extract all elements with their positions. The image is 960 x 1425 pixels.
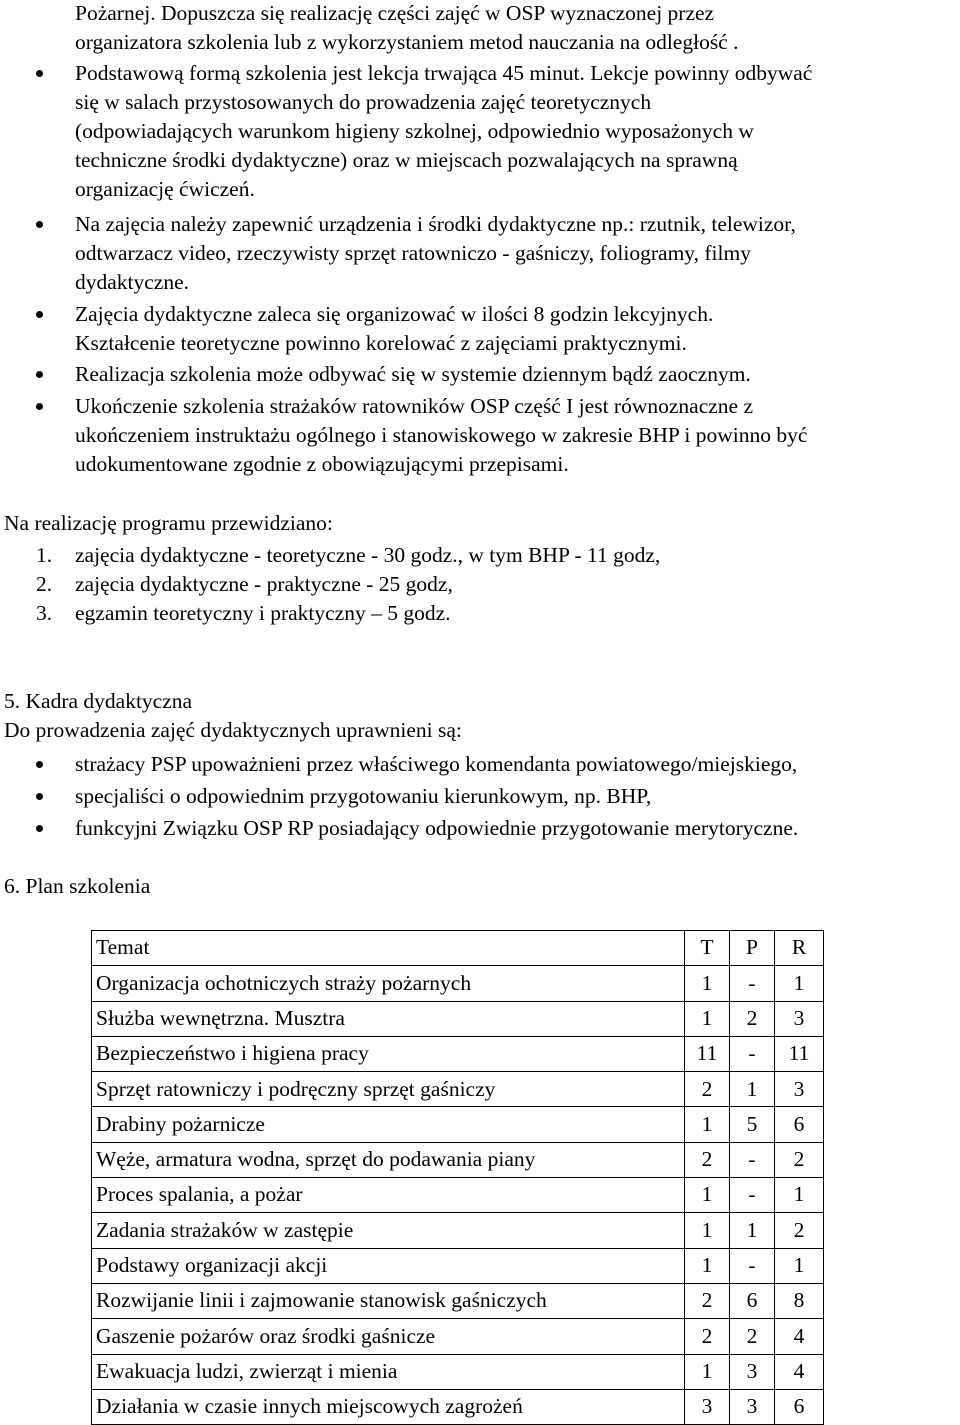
cell-r: 2 [775,1142,824,1177]
bullet-line: organizację ćwiczeń. [75,177,255,201]
bullet-line: (odpowiadających warunkom higieny szkolnej, odpowiednio wyposażonych w [75,119,754,143]
cell-topic: Działania w czasie innych miejscowych zagrożeń [92,1389,685,1424]
table-row [92,1283,824,1318]
table-row [92,1354,824,1389]
cell-t: 2 [685,1319,730,1354]
cell-p: 2 [730,1001,775,1036]
cell-t: 2 [685,1283,730,1318]
cell-topic: Sprzęt ratowniczy i podręczny sprzęt gaśniczy [92,1072,685,1107]
intro-line: Pożarnej. Dopuszcza się realizację części zajęć w OSP wyznaczonej przez [75,1,715,25]
bullet-icon [36,761,43,768]
bullet-line: Kształcenie teoretyczne powinno korelować z zajęciami praktycznymi. [75,331,687,355]
cell-r: 6 [775,1107,824,1142]
column-header-t: T [685,931,730,966]
cell-p: - [730,1178,775,1213]
cell-p: 3 [730,1354,775,1389]
bullet-icon [36,793,43,800]
cell-t: 1 [685,1213,730,1248]
cell-t: 1 [685,1354,730,1389]
cell-r: 2 [775,1213,824,1248]
table-row [92,1107,824,1142]
table-header-row [92,931,824,966]
cell-r: 1 [775,1248,824,1283]
cell-topic: Proces spalania, a pożar [92,1178,685,1213]
section-heading: 6. Plan szkolenia [4,874,151,898]
bullet-line: się w salach przystosowanych do prowadzenia zajęć teoretycznych [75,90,652,114]
cell-r: 6 [775,1389,824,1424]
cell-p: 5 [730,1107,775,1142]
cell-p: - [730,1248,775,1283]
cell-r: 3 [775,1001,824,1036]
table-row [92,1142,824,1177]
cell-r: 4 [775,1319,824,1354]
cell-r: 11 [775,1036,824,1071]
program-item-number: 1. [36,543,53,567]
cell-topic: Bezpieczeństwo i higiena pracy [92,1036,685,1071]
bullet-line: techniczne środki dydaktyczne) oraz w miejscach pozwalających na sprawną [75,148,738,172]
bullet-icon [36,70,43,77]
cell-p: - [730,1036,775,1071]
program-item-number: 3. [36,601,53,625]
staff-item: funkcyjni Związku OSP RP posiadający odpowiednie przygotowanie merytoryczne. [75,816,799,840]
table-row [92,1389,824,1424]
bullet-line: odtwarzacz video, rzeczywisty sprzęt ratowniczo - gaśniczy, foliogramy, filmy [75,241,751,265]
bullet-line: Ukończenie szkolenia strażaków ratowników OSP część I jest równoznaczne z [75,394,753,418]
cell-r: 8 [775,1283,824,1318]
section-heading: 5. Kadra dydaktyczna [4,689,193,713]
cell-t: 11 [685,1036,730,1071]
bullet-icon [36,221,43,228]
cell-p: 1 [730,1072,775,1107]
bullet-line: Na zajęcia należy zapewnić urządzenia i środki dydaktyczne np.: rzutnik, telewizor, [75,212,796,236]
cell-topic: Drabiny pożarnicze [92,1107,685,1142]
table-row [92,1213,824,1248]
cell-t: 3 [685,1389,730,1424]
bullet-line: Zajęcia dydaktyczne zaleca się organizować w ilości 8 godzin lekcyjnych. [75,302,714,326]
cell-r: 1 [775,1178,824,1213]
bullet-icon [36,403,43,410]
table-row [92,966,824,1001]
program-item-text: zajęcia dydaktyczne - teoretyczne - 30 godz., w tym BHP - 11 godz, [75,543,661,567]
table-row [92,1072,824,1107]
cell-r: 3 [775,1072,824,1107]
table-row [92,1248,824,1283]
cell-p: 3 [730,1389,775,1424]
program-item-number: 2. [36,572,53,596]
cell-p: - [730,1142,775,1177]
cell-t: 1 [685,1107,730,1142]
cell-p: 1 [730,1213,775,1248]
table-row [92,1319,824,1354]
table-row [92,1001,824,1036]
cell-topic: Służba wewnętrzna. Musztra [92,1001,685,1036]
bullet-icon [36,371,43,378]
cell-topic: Ewakuacja ludzi, zwierząt i mienia [92,1354,685,1389]
table-row [92,1178,824,1213]
bullet-icon [36,825,43,832]
cell-p: 6 [730,1283,775,1318]
bullet-line: Realizacja szkolenia może odbywać się w systemie dziennym bądź zaocznym. [75,362,751,386]
bullet-line: ukończeniem instruktażu ogólnego i stanowiskowego w zakresie BHP i powinno być [75,423,808,447]
bullet-line: Podstawową formą szkolenia jest lekcja trwająca 45 minut. Lekcje powinny odbywać [75,61,813,85]
program-item-text: zajęcia dydaktyczne - praktyczne - 25 godz, [75,572,453,596]
column-header-topic: Temat [92,931,685,966]
section-intro: Do prowadzenia zajęć dydaktycznych uprawnieni są: [4,718,462,742]
staff-item: specjaliści o odpowiednim przygotowaniu kierunkowym, np. BHP, [75,784,652,808]
program-heading: Na realizację programu przewidziano: [4,511,333,535]
cell-r: 4 [775,1354,824,1389]
program-item-text: egzamin teoretyczny i praktyczny – 5 godz. [75,601,451,625]
cell-topic: Gaszenie pożarów oraz środki gaśnicze [92,1319,685,1354]
intro-line: organizatora szkolenia lub z wykorzystaniem metod nauczania na odległość . [75,30,739,54]
plan-table [91,930,824,1425]
column-header-r: R [775,931,824,966]
staff-item: strażacy PSP upoważnieni przez właściwego komendanta powiatowego/miejskiego, [75,752,798,776]
cell-p: - [730,966,775,1001]
cell-t: 1 [685,966,730,1001]
cell-topic: Podstawy organizacji akcji [92,1248,685,1283]
cell-topic: Rozwijanie linii i zajmowanie stanowisk gaśniczych [92,1283,685,1318]
cell-topic: Organizacja ochotniczych straży pożarnych [92,966,685,1001]
column-header-p: P [730,931,775,966]
cell-t: 1 [685,1001,730,1036]
bullet-icon [36,311,43,318]
cell-r: 1 [775,966,824,1001]
cell-topic: Węże, armatura wodna, sprzęt do podawania piany [92,1142,685,1177]
cell-p: 2 [730,1319,775,1354]
cell-t: 2 [685,1142,730,1177]
cell-t: 1 [685,1178,730,1213]
cell-t: 1 [685,1248,730,1283]
cell-t: 2 [685,1072,730,1107]
bullet-line: udokumentowane zgodnie z obowiązującymi przepisami. [75,452,569,476]
bullet-line: dydaktyczne. [75,270,190,294]
cell-topic: Zadania strażaków w zastępie [92,1213,685,1248]
table-row [92,1036,824,1071]
